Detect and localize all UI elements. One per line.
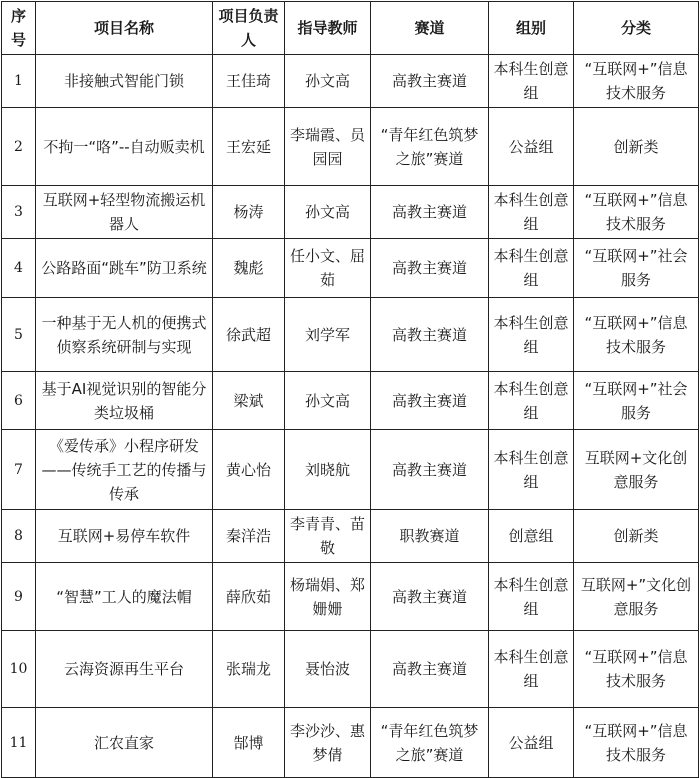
cell-advisor: 李沙沙、惠梦倩 [285,708,371,778]
cell-project-name: 云海资源再生平台 [36,631,213,708]
header-row [2,2,699,55]
header-project-name: 项目名称 [36,2,213,55]
cell-leader: 张瑞龙 [213,631,285,708]
cell-advisor: 任小文、屈茹 [285,239,371,298]
cell-advisor: 李青青、苗敬 [285,510,371,563]
cell-leader: 梁斌 [213,372,285,430]
cell-category: 互联网+文化创意服务 [574,430,699,510]
cell-group: 本科生创意组 [489,372,574,430]
cell-group: 本科生创意组 [489,430,574,510]
cell-track: 高教主赛道 [371,372,489,430]
cell-category: 创新类 [574,510,699,563]
header-group: 组别 [489,2,574,55]
cell-advisor: 聂怡波 [285,631,371,708]
cell-advisor: 孙文高 [285,55,371,108]
table-row [2,186,699,239]
cell-no: 10 [2,631,36,708]
cell-no: 4 [2,239,36,298]
cell-category: “互联网+”信息技术服务 [574,186,699,239]
cell-advisor: 孙文高 [285,372,371,430]
cell-category: “互联网+”信息技术服务 [574,55,699,108]
table-row [2,708,699,778]
cell-no: 5 [2,298,36,372]
header-category: 分类 [574,2,699,55]
cell-project-name: 汇农直家 [36,708,213,778]
cell-advisor: 李瑞霞、员园园 [285,108,371,186]
cell-leader: 徐武超 [213,298,285,372]
cell-group: 本科生创意组 [489,298,574,372]
table-row [2,510,699,563]
cell-project-name: 不拘一“咯”--自动贩卖机 [36,108,213,186]
cell-advisor: 杨瑞娟、郑姗姗 [285,563,371,631]
cell-group: 本科生创意组 [489,239,574,298]
cell-group: 本科生创意组 [489,55,574,108]
cell-track: “青年红色筑梦之旅”赛道 [371,108,489,186]
cell-group: 创意组 [489,510,574,563]
cell-leader: 郜博 [213,708,285,778]
table-row [2,631,699,708]
cell-no: 1 [2,55,36,108]
cell-track: 职教赛道 [371,510,489,563]
cell-leader: 杨涛 [213,186,285,239]
cell-category: 创新类 [574,108,699,186]
cell-category: “互联网+”社会服务 [574,239,699,298]
cell-project-name: “智慧”工人的魔法帽 [36,563,213,631]
cell-advisor: 孙文高 [285,186,371,239]
cell-group: 本科生创意组 [489,563,574,631]
header-leader: 项目负责人 [213,2,285,55]
cell-leader: 魏彪 [213,239,285,298]
project-table [1,1,699,778]
cell-leader: 秦洋浩 [213,510,285,563]
cell-no: 6 [2,372,36,430]
table-row [2,372,699,430]
cell-group: 本科生创意组 [489,631,574,708]
cell-leader: 薛欣茹 [213,563,285,631]
cell-category: “互联网+”信息技术服务 [574,298,699,372]
cell-no: 9 [2,563,36,631]
cell-track: 高教主赛道 [371,298,489,372]
cell-track: 高教主赛道 [371,631,489,708]
table-row [2,55,699,108]
cell-category: 互联网+”文化创意服务 [574,563,699,631]
cell-project-name: 互联网+轻型物流搬运机器人 [36,186,213,239]
cell-group: 本科生创意组 [489,186,574,239]
cell-no: 11 [2,708,36,778]
cell-track: 高教主赛道 [371,430,489,510]
cell-track: 高教主赛道 [371,55,489,108]
cell-track: 高教主赛道 [371,239,489,298]
cell-no: 2 [2,108,36,186]
cell-advisor: 刘学军 [285,298,371,372]
header-advisor: 指导教师 [285,2,371,55]
table-row [2,298,699,372]
cell-group: 公益组 [489,108,574,186]
table-row [2,563,699,631]
cell-no: 7 [2,430,36,510]
cell-group: 公益组 [489,708,574,778]
cell-no: 8 [2,510,36,563]
cell-category: “互联网+”信息技术服务 [574,708,699,778]
cell-track: 高教主赛道 [371,563,489,631]
table-row [2,239,699,298]
cell-leader: 王宏延 [213,108,285,186]
cell-project-name: 基于AI视觉识别的智能分类垃圾桶 [36,372,213,430]
table-row [2,430,699,510]
cell-track: 高教主赛道 [371,186,489,239]
cell-project-name: 互联网+易停车软件 [36,510,213,563]
table-body [2,55,699,778]
cell-project-name: 一种基于无人机的便携式侦察系统研制与实现 [36,298,213,372]
header-no: 序号 [2,2,36,55]
cell-project-name: 非接触式智能门锁 [36,55,213,108]
table-row [2,108,699,186]
cell-track: “青年红色筑梦之旅”赛道 [371,708,489,778]
cell-category: “互联网+”社会服务 [574,372,699,430]
header-track: 赛道 [371,2,489,55]
cell-leader: 黄心怡 [213,430,285,510]
cell-no: 3 [2,186,36,239]
cell-project-name: 公路路面“跳车”防卫系统 [36,239,213,298]
cell-project-name: 《爱传承》小程序研发——传统手工艺的传播与传承 [36,430,213,510]
cell-category: “互联网+”信息技术服务 [574,631,699,708]
cell-leader: 王佳琦 [213,55,285,108]
cell-advisor: 刘晓航 [285,430,371,510]
